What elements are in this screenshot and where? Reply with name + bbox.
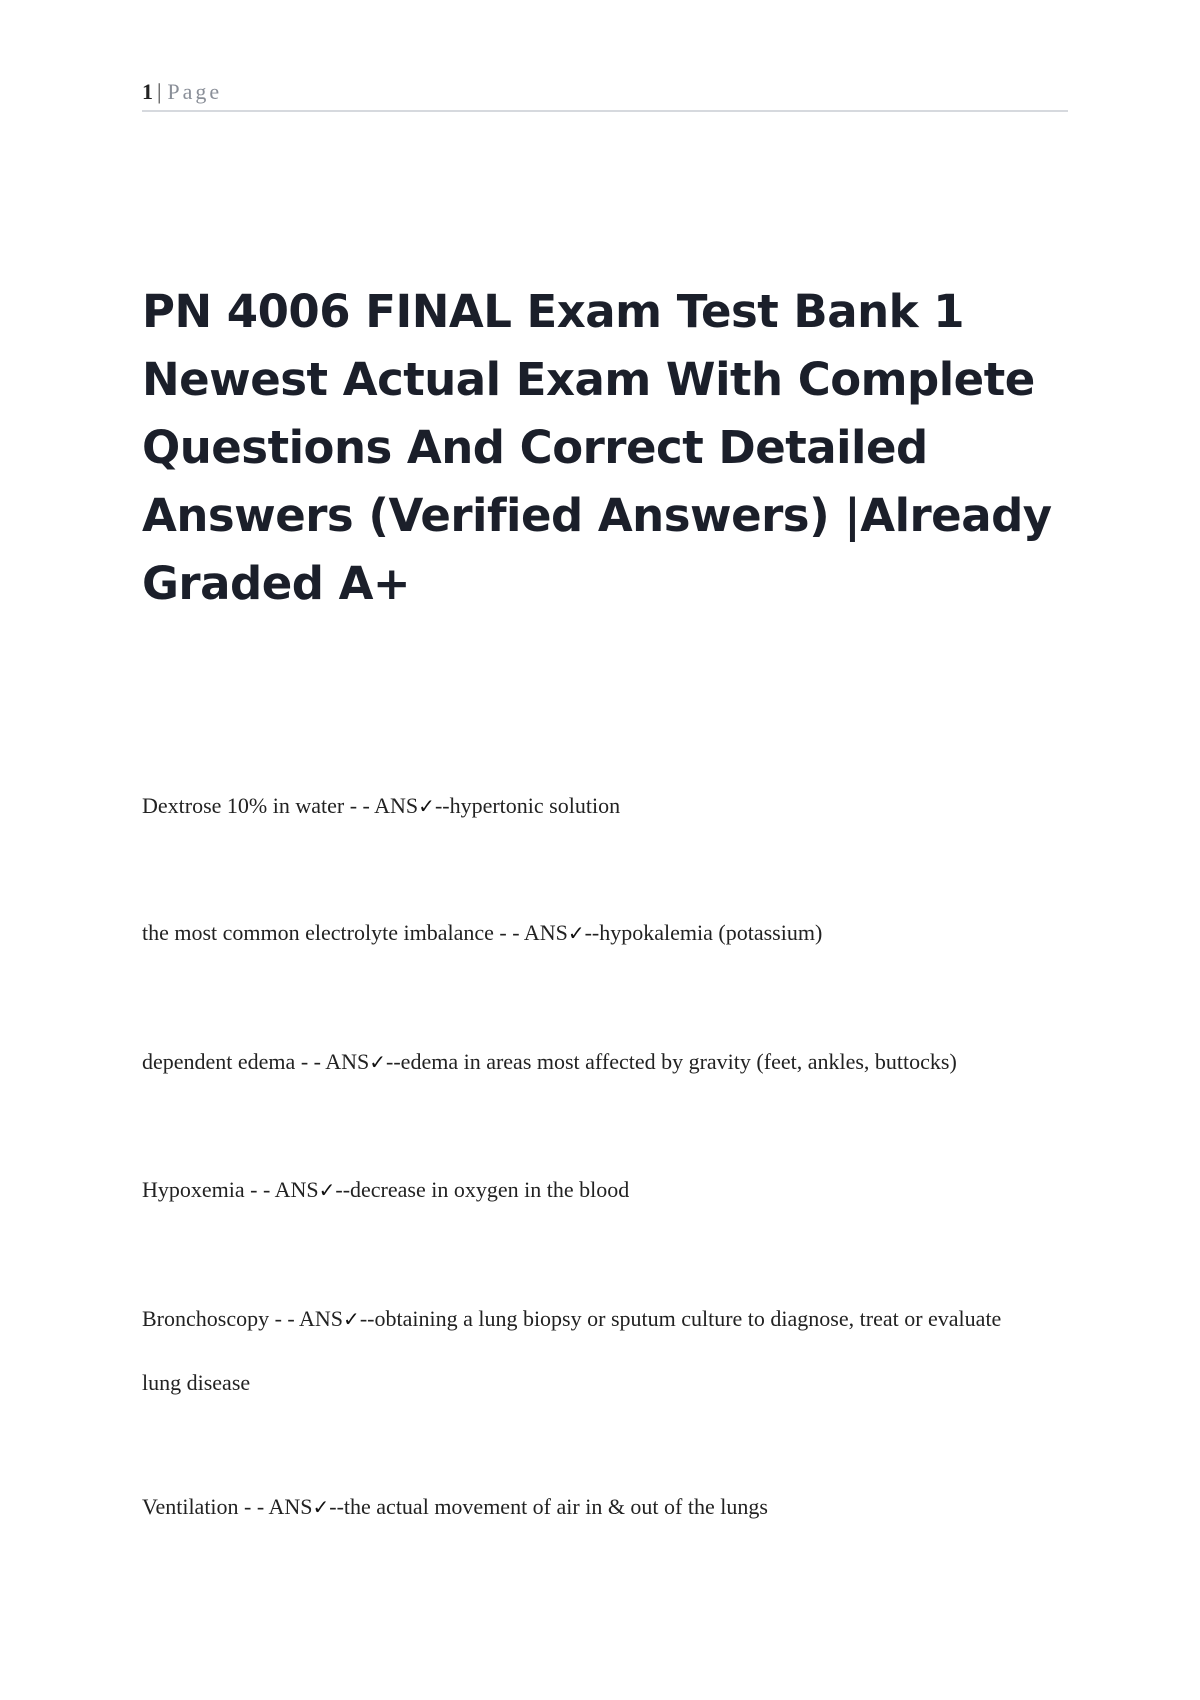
qa-answer: --obtaining a lung biopsy or sputum culture to diagnose, treat or evaluate lung disease bbox=[142, 1306, 1002, 1395]
qa-answer: --hypokalemia (potassium) bbox=[584, 920, 823, 945]
qa-term: Bronchoscopy bbox=[142, 1306, 270, 1331]
document-title: PN 4006 FINAL Exam Test Bank 1 Newest Actual Exam With Complete Questions And Correct Detailed Answers (Verified Answers) |Already Graded A+ bbox=[142, 285, 1052, 610]
qa-marker: - - ANS bbox=[274, 1306, 344, 1331]
page-label: Page bbox=[167, 79, 223, 104]
qa-answer: --hypertonic solution bbox=[434, 793, 621, 818]
check-icon: ✓ bbox=[567, 921, 585, 945]
qa-marker: - - ANS bbox=[349, 793, 419, 818]
qa-item bbox=[142, 1030, 1072, 1094]
page-number: 1 bbox=[142, 79, 153, 104]
qa-term: Hypoxemia bbox=[142, 1177, 245, 1202]
qa-term: Dextrose 10% in water bbox=[142, 793, 345, 818]
qa-marker: - - ANS bbox=[250, 1177, 319, 1202]
page-header bbox=[142, 74, 1068, 112]
qa-marker: - - ANS bbox=[244, 1494, 313, 1519]
qa-term: Ventilation bbox=[142, 1494, 239, 1519]
qa-item bbox=[142, 901, 1072, 965]
header-separator: | bbox=[157, 79, 162, 104]
qa-item bbox=[142, 1158, 1072, 1222]
check-icon: ✓ bbox=[369, 1050, 387, 1074]
qa-answer: --edema in areas most affected by gravity (feet, ankles, buttocks) bbox=[386, 1049, 957, 1074]
qa-item bbox=[142, 1287, 1012, 1415]
qa-item bbox=[142, 1475, 1072, 1539]
qa-term: the most common electrolyte imbalance bbox=[142, 920, 494, 945]
qa-marker: - - ANS bbox=[499, 920, 568, 945]
qa-marker: - - ANS bbox=[300, 1049, 370, 1074]
qa-term: dependent edema bbox=[142, 1049, 296, 1074]
check-icon: ✓ bbox=[312, 1495, 330, 1519]
check-icon: ✓ bbox=[318, 1178, 336, 1202]
check-icon: ✓ bbox=[343, 1307, 360, 1331]
check-icon: ✓ bbox=[418, 794, 435, 818]
qa-answer: --decrease in oxygen in the blood bbox=[335, 1177, 630, 1202]
qa-answer: --the actual movement of air in & out of the lungs bbox=[329, 1494, 768, 1519]
qa-item bbox=[142, 774, 1072, 838]
